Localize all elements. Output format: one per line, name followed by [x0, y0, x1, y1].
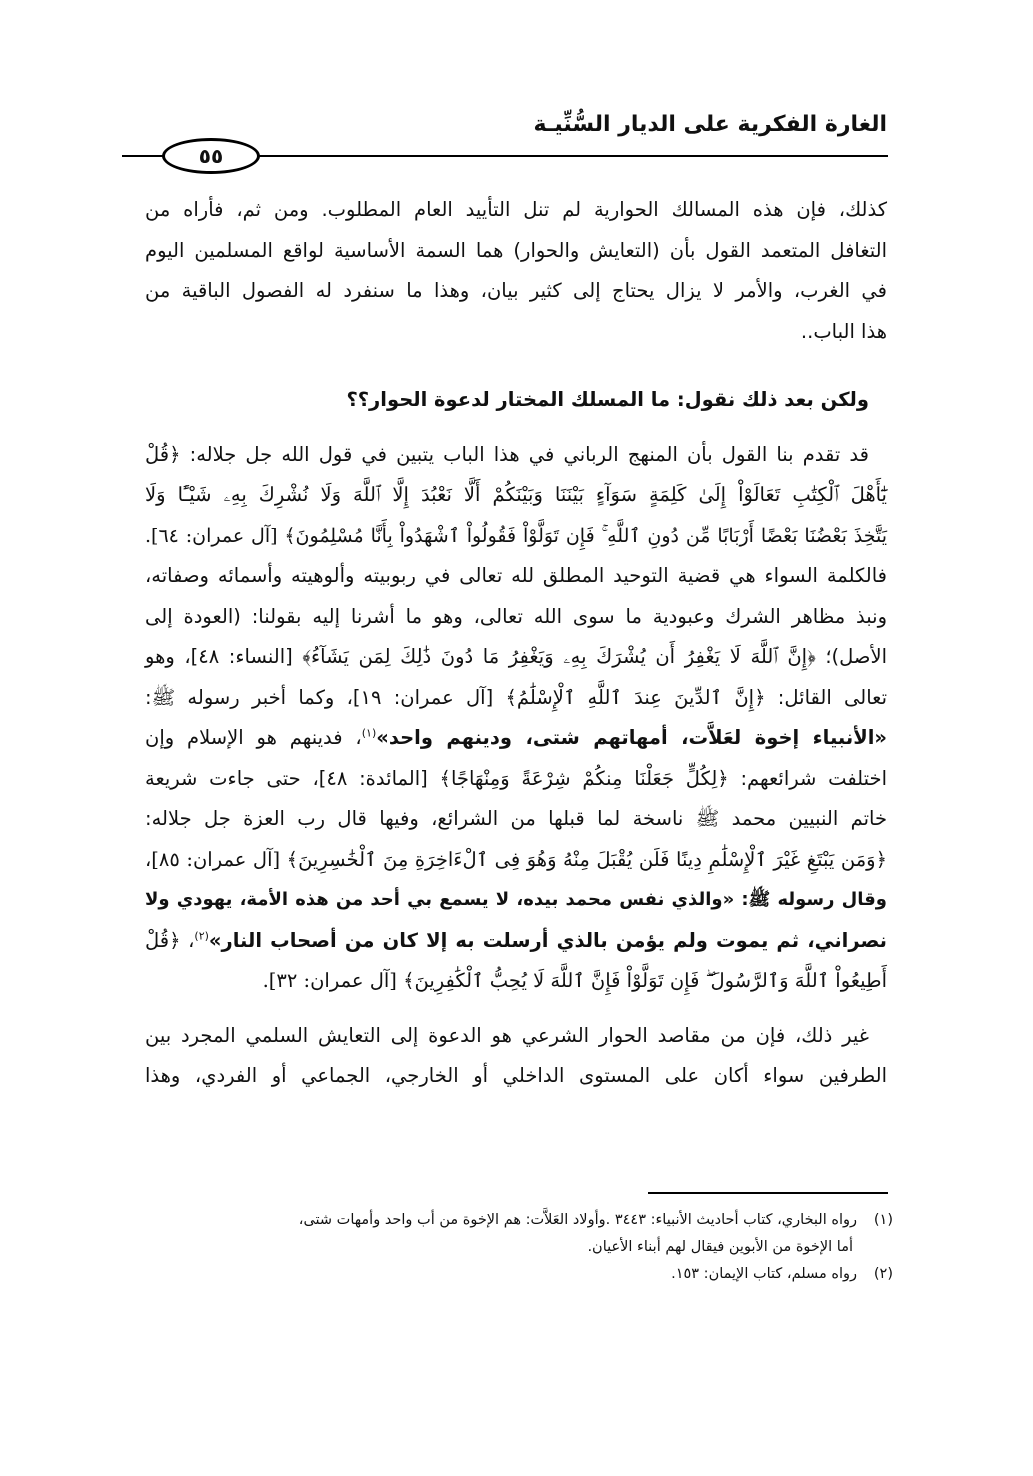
body-text [145, 190, 887, 1097]
quran-verse-line: ﴿وَمَن يَبْتَغِ غَيْرَ ٱلْإِسْلَٰمِ دِينًا فَلَن يُقْبَلَ مِنْهُ وَهُوَ فِى ٱلْءَاخِرَةِ مِنَ ٱلْخَٰسِرِينَ﴾ [آل عمران: ٨٥]، [145, 847, 887, 871]
paragraph-line: غير ذلك، فإن من مقاصد الحوار الشرعي هو الدعوة إلى التعايش السلمي المجرد بين [145, 1023, 869, 1047]
paragraph-line: اختلفت شرائعهم: ﴿لِكُلٍّ جَعَلْنَا مِنكُمْ شِرْعَةً وَمِنْهَاجًا﴾ [المائدة: ٤٨]، حتى جاءت شريعة [145, 766, 887, 790]
running-title: الغارة الفكرية على الديار السُّنِّيـة [533, 112, 887, 137]
footnotes [143, 1207, 893, 1288]
footnote-number: (٢) [873, 1266, 893, 1282]
quran-verse-line: يَٰٓأَهْلَ ٱلْكِتَٰبِ تَعَالَوْاْ إِلَىٰ كَلِمَةٍ سَوَآءٍ بَيْنَنَا وَبَيْنَكُمْ أَلَّا نَعْبُدَ إِلَّا ٱللَّهَ وَلَا نُشْرِكَ بِهِۦ شَيْـًٔا وَلَا [145, 483, 887, 506]
paragraph-line [145, 718, 887, 759]
paragraph-line: التغافل المتعمد القول بأن (التعايش والحوار) هما السمة الأساسية لواقع المسلمين اليوم [145, 238, 887, 262]
paragraph-line: تعالى القائل: ﴿إِنَّ ٱلدِّينَ عِندَ ٱللَّهِ ٱلْإِسْلَٰمُ﴾ [آل عمران: ١٩]، وكما أخبر رسوله ﷺ: [145, 685, 888, 709]
footnote-marker-2[interactable]: (٢) [194, 929, 209, 942]
paragraph-line: كذلك، فإن هذه المسالك الحوارية لم تنل التأييد العام المطلوب. ومن ثم، فأراه من [145, 198, 887, 221]
paragraph-line [145, 921, 887, 962]
footnote-2 [143, 1261, 893, 1288]
footnote-1-continuation: أما الإخوة من الأبوين فيقال لهم أبناء الأعيان. [587, 1239, 853, 1255]
page-number-oval [162, 138, 260, 174]
paragraph-line: الطرفين سواء أكان على المستوى الداخلي أو الخارجي، الجماعي أو الفردي، وهذا [145, 1064, 887, 1087]
paragraph-gap [145, 1002, 887, 1016]
footnote-separator [648, 1192, 888, 1194]
footnote-1 [143, 1207, 893, 1234]
paragraph-line: ونبذ مظاهر الشرك وعبودية ما سوى الله تعالى، وهو ما أشرنا إليه بقولنا: (العودة إلى [145, 604, 887, 628]
hadith-text: «الأنبياء إخوة لعَلاَّت، أمهاتهم شتى، ودينهم واحد» [376, 726, 887, 749]
line-segment: ، فدينهم هو الإسلام وإن [145, 726, 362, 749]
page-number: ٥٥ [198, 144, 224, 168]
paragraph-line: خاتم النبيين محمد ﷺ ناسخة لما قبلها من الشرائع، وفيها قال رب العزة جل جلاله: [145, 807, 887, 830]
line-segment: ، ﴿قُلْ [145, 928, 195, 952]
footnote-marker-1[interactable]: (١) [361, 726, 377, 740]
paragraph-line: هذا الباب.. [800, 319, 887, 343]
footnote-text: رواه البخاري، كتاب أحاديث الأنبياء: ٣٤٤٣ .وأولاد العَلاَّت: هم الإخوة من أب واحد وأمهات شتى، [298, 1212, 857, 1228]
paragraph-line: قد تقدم بنا القول بأن المنهج الرباني في هذا الباب يتبين في قول الله جل جلاله: ﴿قُلْ [145, 442, 869, 466]
footnote-number: (١) [873, 1212, 893, 1228]
quran-verse-line: يَتَّخِذَ بَعْضُنَا بَعْضًا أَرْبَابًا مِّن دُونِ ٱللَّهِ ۚ فَإِن تَوَلَّوْاْ فَقُولُواْ ٱشْهَدُواْ بِأَنَّا مُسْلِمُونَ﴾ [آل عمران: ٦٤]. [145, 524, 887, 547]
section-question: ولكن بعد ذلك نقول: ما المسلك المختار لدعوة الحوار؟؟ [346, 388, 869, 411]
paragraph-gap [145, 421, 887, 435]
hadith-text: نصراني، ثم يموت ولم يؤمن بالذي أرسلت به إلا كان من أصحاب النار» [208, 928, 888, 952]
paragraph-gap [145, 352, 887, 380]
hadith-line: وقال رسوله ﷺ: «والذي نفس محمد بيده، لا يسمع بي أحد من هذه الأمة، يهودي ولا [145, 889, 887, 910]
paragraph-line: في الغرب، والأمر لا يزال يحتاج إلى كثير بيان، وهذا ما سنفرد له الفصول الباقية من [145, 279, 887, 302]
paragraph-line: الأصل)؛ ﴿إِنَّ ٱللَّهَ لَا يَغْفِرُ أَن يُشْرَكَ بِهِۦ وَيَغْفِرُ مَا دُونَ ذَٰلِكَ لِمَن يَشَآءُ﴾ [النساء: ٤٨]، وهو [145, 645, 887, 668]
quran-verse-line: أَطِيعُواْ ٱللَّهَ وَٱلرَّسُولَ ۖ فَإِن تَوَلَّوْاْ فَإِنَّ ٱللَّهَ لَا يُحِبُّ ٱلْكَٰفِرِينَ﴾ [آل عمران: ٣٢]. [262, 969, 887, 992]
paragraph-line: فالكلمة السواء هي قضية التوحيد المطلق لله تعالى في ربوبيته وألوهيته وأسمائه وصفاته، [145, 564, 887, 587]
footnote-text: رواه مسلم، كتاب الإيمان: ١٥٣. [671, 1266, 857, 1282]
